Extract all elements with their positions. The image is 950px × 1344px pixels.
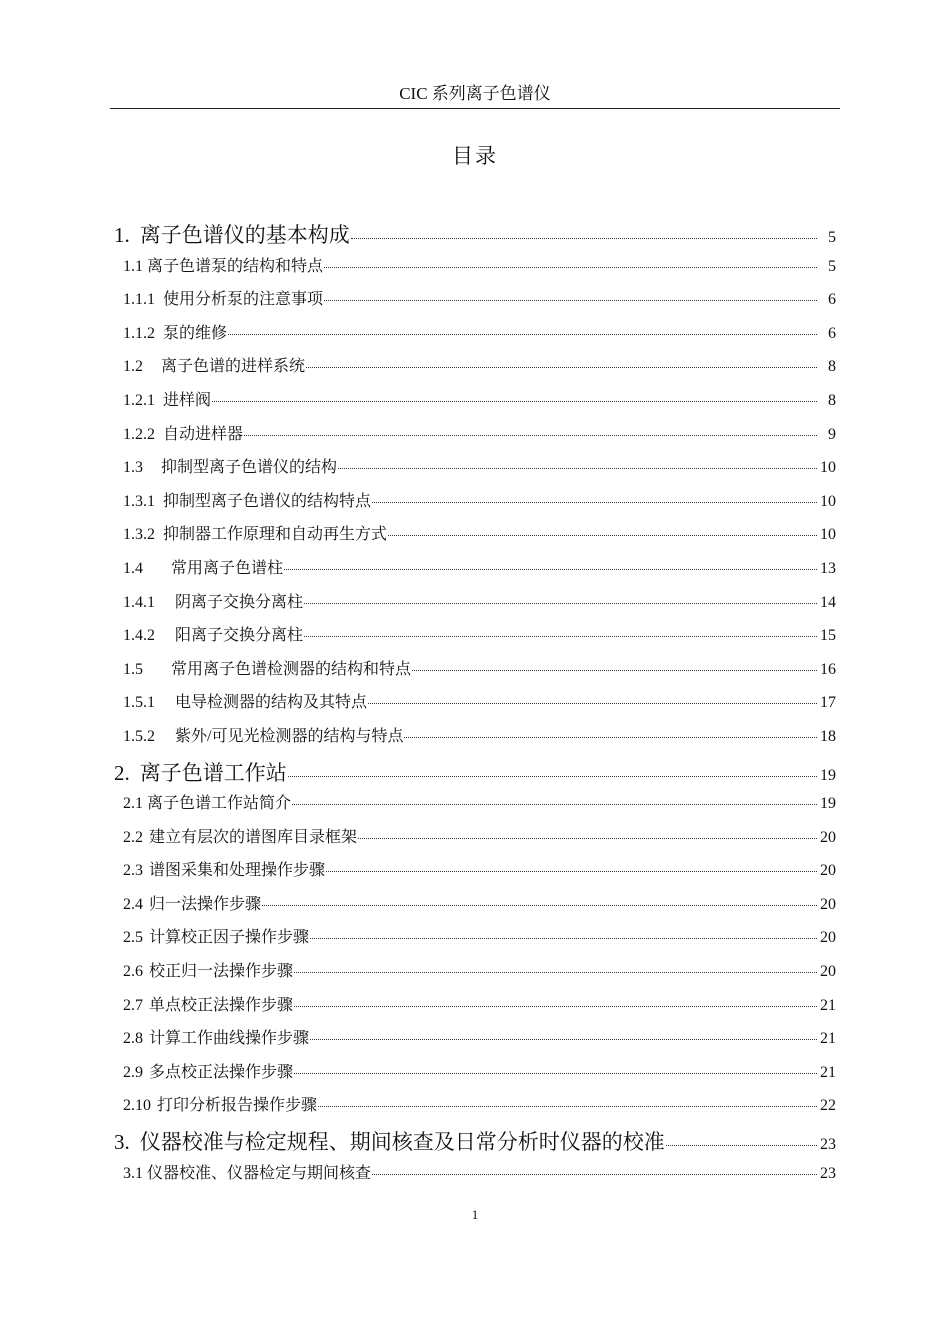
toc-entry-number: 2.1 [123, 795, 143, 813]
toc-entry-number: 1.5 [123, 660, 143, 678]
toc-entry-number: 3. [114, 1130, 130, 1155]
toc-entry[interactable] [114, 723, 836, 757]
toc-entry-number: 1.4.2 [123, 627, 155, 645]
toc-entry-number: 1.5.1 [123, 694, 155, 712]
toc-entry-title: 计算工作曲线操作步骤 [149, 1030, 310, 1048]
toc-entry-number: 1.2.1 [123, 391, 155, 409]
toc-entry-number: 1.2 [123, 358, 143, 376]
toc-entry-number: 2.2 [123, 828, 143, 846]
toc-entry[interactable] [114, 689, 836, 723]
toc-entry-title: 阴离子交换分离柱 [175, 593, 304, 611]
toc-entry-page: 10 [820, 526, 836, 544]
dot-leader [358, 838, 817, 839]
toc-entry-title: 常用离子色谱柱 [171, 559, 284, 577]
toc-entry-number: 1.4.1 [123, 593, 155, 611]
dot-leader [212, 401, 817, 402]
toc-entry-title: 离子色谱泵的结构和特点 [147, 257, 324, 275]
dot-leader [368, 703, 817, 704]
dot-leader [228, 334, 817, 335]
dot-leader [244, 435, 817, 436]
toc-entry-number: 1.3.1 [123, 492, 155, 510]
toc-entry[interactable] [114, 1059, 836, 1093]
toc-entry-title: 常用离子色谱检测器的结构和特点 [171, 660, 412, 678]
toc-entry[interactable] [114, 286, 836, 320]
toc-entry-title: 仪器校准与检定规程、期间核查及日常分析时仪器的校准 [139, 1130, 665, 1155]
toc-entry-number: 3.1 [123, 1164, 143, 1182]
toc-entry-title: 多点校正法操作步骤 [149, 1063, 294, 1081]
toc-entry-page: 20 [820, 895, 836, 913]
toc-entry[interactable] [114, 488, 836, 522]
toc-entry[interactable] [114, 1160, 836, 1194]
table-of-contents [114, 219, 836, 1193]
dot-leader [412, 670, 817, 671]
toc-entry-page: 20 [820, 963, 836, 981]
toc-entry[interactable] [114, 656, 836, 690]
toc-entry-page: 14 [820, 593, 836, 611]
dot-leader [324, 267, 817, 268]
toc-entry-number: 1.4 [123, 559, 143, 577]
dot-leader [310, 1039, 817, 1040]
toc-entry-title: 单点校正法操作步骤 [149, 996, 294, 1014]
dot-leader [304, 636, 817, 637]
dot-leader [294, 972, 817, 973]
toc-entry-page: 21 [820, 996, 836, 1014]
dot-leader [262, 905, 817, 906]
toc-entry-page: 17 [820, 694, 836, 712]
toc-entry-number: 2.6 [123, 963, 143, 981]
toc-entry[interactable] [114, 387, 836, 421]
toc-entry-title: 阳离子交换分离柱 [175, 627, 304, 645]
toc-entry-page: 6 [828, 291, 836, 309]
toc-entry-page: 5 [828, 229, 836, 246]
dot-leader [288, 776, 817, 777]
dot-leader [310, 938, 817, 939]
toc-entry-page: 10 [820, 459, 836, 477]
toc-entry-page: 19 [820, 795, 836, 813]
toc-entry-page: 18 [820, 727, 836, 745]
header-rule [110, 108, 840, 109]
toc-entry[interactable] [114, 421, 836, 455]
toc-entry-page: 5 [828, 257, 836, 275]
toc-entry-page: 22 [820, 1097, 836, 1115]
dot-leader [372, 502, 817, 503]
toc-entry[interactable] [114, 454, 836, 488]
toc-entry-title: 建立有层次的谱图库目录框架 [149, 828, 358, 846]
toc-entry[interactable] [114, 824, 836, 858]
toc-entry-page: 16 [820, 660, 836, 678]
toc-entry-title: 仪器校准、仪器检定与期间核查 [147, 1164, 372, 1182]
toc-entry[interactable] [114, 924, 836, 958]
toc-entry[interactable] [114, 790, 836, 824]
toc-entry[interactable] [114, 622, 836, 656]
toc-entry-page: 10 [820, 492, 836, 510]
toc-entry-page: 9 [828, 425, 836, 443]
toc-entry-number: 2.4 [123, 895, 143, 913]
toc-entry-page: 23 [820, 1164, 836, 1182]
toc-entry-number: 1.3.2 [123, 526, 155, 544]
toc-entry-page: 21 [820, 1063, 836, 1081]
toc-entry-title: 校正归一法操作步骤 [149, 963, 294, 981]
toc-entry-page: 8 [828, 358, 836, 376]
toc-entry-number: 2.8 [123, 1030, 143, 1048]
toc-entry-title: 进样阀 [163, 391, 212, 409]
dot-leader [304, 603, 817, 604]
toc-entry[interactable] [114, 857, 836, 891]
toc-entry[interactable] [114, 1025, 836, 1059]
toc-entry[interactable] [114, 555, 836, 589]
toc-entry[interactable] [114, 891, 836, 925]
toc-entry-title: 离子色谱工作站简介 [147, 795, 292, 813]
toc-entry-title: 泵的维修 [163, 324, 228, 342]
toc-entry-number: 2.5 [123, 929, 143, 947]
toc-entry[interactable] [114, 320, 836, 354]
dot-leader [324, 300, 817, 301]
toc-entry-title: 抑制器工作原理和自动再生方式 [163, 526, 388, 544]
toc-entry[interactable] [114, 353, 836, 387]
toc-entry-number: 1.3 [123, 459, 143, 477]
dot-leader [284, 569, 817, 570]
dot-leader [351, 238, 817, 239]
toc-entry-number: 2.10 [123, 1097, 151, 1115]
toc-entry-page: 6 [828, 324, 836, 342]
page-number: 1 [471, 1207, 479, 1222]
dot-leader [292, 804, 817, 805]
toc-entry-title: 计算校正因子操作步骤 [149, 929, 310, 947]
toc-entry-title: 抑制型离子色谱仪的结构 [161, 459, 338, 477]
toc-entry[interactable] [114, 992, 836, 1026]
toc-entry-title: 使用分析泵的注意事项 [163, 291, 324, 309]
toc-entry[interactable] [114, 521, 836, 555]
toc-entry-page: 23 [820, 1136, 836, 1154]
toc-entry-page: 8 [828, 391, 836, 409]
toc-entry-page: 20 [820, 862, 836, 880]
toc-entry-title: 自动进样器 [163, 425, 244, 443]
toc-entry-number: 1.1 [123, 257, 143, 275]
toc-entry-page: 20 [820, 929, 836, 947]
dot-leader [666, 1145, 817, 1146]
dot-leader [326, 871, 817, 872]
toc-entry-title: 打印分析报告操作步骤 [157, 1097, 318, 1115]
toc-entry-number: 2.9 [123, 1063, 143, 1081]
toc-entry[interactable] [114, 253, 836, 287]
toc-entry-page: 19 [820, 766, 836, 784]
dot-leader [388, 535, 817, 536]
toc-entry-page: 20 [820, 828, 836, 846]
toc-entry-title: 抑制型离子色谱仪的结构特点 [163, 492, 372, 510]
toc-entry-number: 2.3 [123, 862, 143, 880]
dot-leader [306, 367, 817, 368]
dot-leader [338, 468, 817, 469]
toc-entry-number: 1. [114, 223, 130, 247]
toc-entry-page: 21 [820, 1030, 836, 1048]
toc-title: 目录 [452, 144, 498, 168]
toc-entry-title: 归一法操作步骤 [149, 895, 262, 913]
dot-leader [404, 737, 817, 738]
dot-leader [294, 1006, 817, 1007]
dot-leader [318, 1106, 817, 1107]
toc-entry-number: 1.1.2 [123, 324, 155, 342]
toc-entry[interactable] [114, 219, 836, 253]
toc-entry[interactable] [114, 589, 836, 623]
toc-entry-title: 电导检测器的结构及其特点 [175, 694, 368, 712]
toc-entry[interactable] [114, 958, 836, 992]
toc-entry-title: 离子色谱的进样系统 [161, 358, 306, 376]
running-header: CIC 系列离子色谱仪 [399, 84, 551, 103]
dot-leader [372, 1174, 817, 1175]
toc-entry-number: 1.2.2 [123, 425, 155, 443]
toc-entry-number: 2. [114, 760, 130, 785]
toc-entry[interactable] [114, 1092, 836, 1126]
toc-entry-title: 谱图采集和处理操作步骤 [149, 862, 326, 880]
toc-entry-title: 紫外/可见光检测器的结构与特点 [175, 727, 404, 745]
toc-entry-number: 1.1.1 [123, 291, 155, 309]
toc-entry-number: 1.5.2 [123, 727, 155, 745]
toc-entry-page: 13 [820, 559, 836, 577]
toc-entry-page: 15 [820, 627, 836, 645]
toc-entry-number: 2.7 [123, 996, 143, 1014]
toc-entry-title: 离子色谱仪的基本构成 [139, 223, 350, 247]
toc-entry-title: 离子色谱工作站 [139, 760, 287, 785]
toc-entry[interactable] [114, 757, 836, 791]
dot-leader [294, 1073, 817, 1074]
toc-entry[interactable] [114, 1126, 836, 1160]
